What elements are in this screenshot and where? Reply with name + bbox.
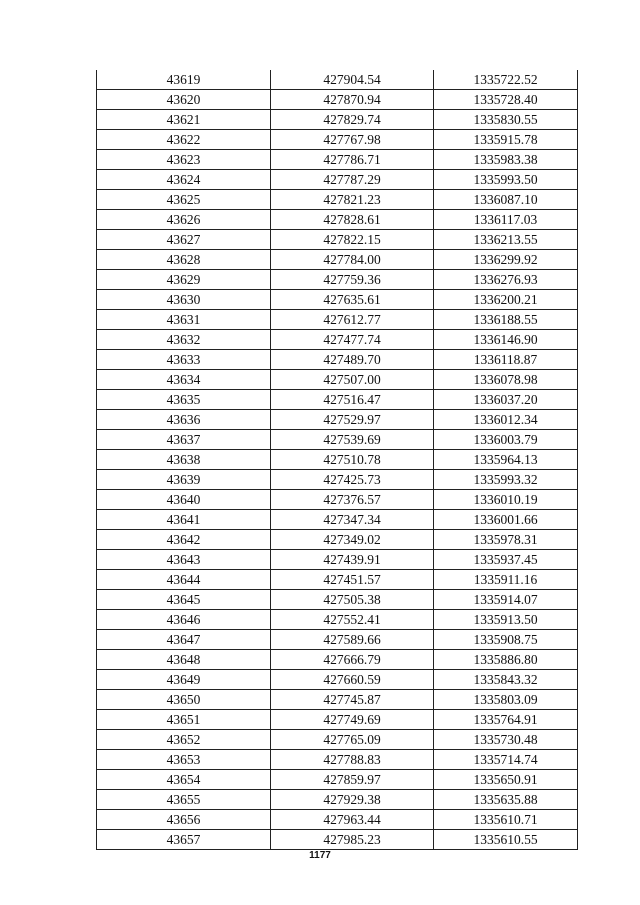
x-coordinate-cell: 427767.98 [271, 130, 434, 150]
point-id-cell: 43620 [97, 90, 271, 110]
x-coordinate-cell: 427749.69 [271, 710, 434, 730]
table-row [97, 790, 578, 810]
point-id-cell: 43653 [97, 750, 271, 770]
x-coordinate-cell: 427829.74 [271, 110, 434, 130]
point-id-cell: 43619 [97, 70, 271, 90]
table-row [97, 390, 578, 410]
x-coordinate-cell: 427539.69 [271, 430, 434, 450]
table-row [97, 410, 578, 430]
x-coordinate-cell: 427451.57 [271, 570, 434, 590]
point-id-cell: 43633 [97, 350, 271, 370]
table-row [97, 670, 578, 690]
x-coordinate-cell: 427425.73 [271, 470, 434, 490]
y-coordinate-cell: 1336200.21 [434, 290, 578, 310]
point-id-cell: 43641 [97, 510, 271, 530]
table-row [97, 90, 578, 110]
point-id-cell: 43624 [97, 170, 271, 190]
x-coordinate-cell: 427552.41 [271, 610, 434, 630]
point-id-cell: 43623 [97, 150, 271, 170]
point-id-cell: 43642 [97, 530, 271, 550]
x-coordinate-cell: 427904.54 [271, 70, 434, 90]
table-row [97, 770, 578, 790]
x-coordinate-cell: 427439.91 [271, 550, 434, 570]
y-coordinate-cell: 1335993.50 [434, 170, 578, 190]
x-coordinate-cell: 427929.38 [271, 790, 434, 810]
x-coordinate-cell: 427660.59 [271, 670, 434, 690]
y-coordinate-cell: 1335915.78 [434, 130, 578, 150]
y-coordinate-cell: 1335886.80 [434, 650, 578, 670]
table-row [97, 810, 578, 830]
y-coordinate-cell: 1335908.75 [434, 630, 578, 650]
point-id-cell: 43636 [97, 410, 271, 430]
y-coordinate-cell: 1336078.98 [434, 370, 578, 390]
y-coordinate-cell: 1336146.90 [434, 330, 578, 350]
y-coordinate-cell: 1335913.50 [434, 610, 578, 630]
point-id-cell: 43639 [97, 470, 271, 490]
table-row [97, 170, 578, 190]
y-coordinate-cell: 1335610.55 [434, 830, 578, 850]
y-coordinate-cell: 1335911.16 [434, 570, 578, 590]
x-coordinate-cell: 427635.61 [271, 290, 434, 310]
table-row [97, 590, 578, 610]
x-coordinate-cell: 427822.15 [271, 230, 434, 250]
y-coordinate-cell: 1336012.34 [434, 410, 578, 430]
x-coordinate-cell: 427510.78 [271, 450, 434, 470]
y-coordinate-cell: 1335830.55 [434, 110, 578, 130]
y-coordinate-cell: 1335610.71 [434, 810, 578, 830]
point-id-cell: 43625 [97, 190, 271, 210]
y-coordinate-cell: 1335650.91 [434, 770, 578, 790]
x-coordinate-cell: 427477.74 [271, 330, 434, 350]
table-row [97, 290, 578, 310]
y-coordinate-cell: 1335635.88 [434, 790, 578, 810]
x-coordinate-cell: 427859.97 [271, 770, 434, 790]
y-coordinate-cell: 1335993.32 [434, 470, 578, 490]
y-coordinate-cell: 1335722.52 [434, 70, 578, 90]
point-id-cell: 43634 [97, 370, 271, 390]
y-coordinate-cell: 1336001.66 [434, 510, 578, 530]
x-coordinate-cell: 427759.36 [271, 270, 434, 290]
x-coordinate-cell: 427589.66 [271, 630, 434, 650]
x-coordinate-cell: 427870.94 [271, 90, 434, 110]
point-id-cell: 43637 [97, 430, 271, 450]
table-row [97, 270, 578, 290]
point-id-cell: 43622 [97, 130, 271, 150]
point-id-cell: 43645 [97, 590, 271, 610]
y-coordinate-cell: 1335983.38 [434, 150, 578, 170]
table-row [97, 330, 578, 350]
x-coordinate-cell: 427529.97 [271, 410, 434, 430]
y-coordinate-cell: 1335803.09 [434, 690, 578, 710]
y-coordinate-cell: 1336299.92 [434, 250, 578, 270]
point-id-cell: 43628 [97, 250, 271, 270]
y-coordinate-cell: 1335964.13 [434, 450, 578, 470]
y-coordinate-cell: 1336087.10 [434, 190, 578, 210]
x-coordinate-cell: 427489.70 [271, 350, 434, 370]
table-row [97, 610, 578, 630]
table-row [97, 150, 578, 170]
x-coordinate-cell: 427612.77 [271, 310, 434, 330]
table-row [97, 250, 578, 270]
table-row [97, 430, 578, 450]
table-row [97, 210, 578, 230]
table-row [97, 530, 578, 550]
table-row [97, 490, 578, 510]
y-coordinate-cell: 1335937.45 [434, 550, 578, 570]
y-coordinate-cell: 1336003.79 [434, 430, 578, 450]
x-coordinate-cell: 427784.00 [271, 250, 434, 270]
point-id-cell: 43650 [97, 690, 271, 710]
point-id-cell: 43648 [97, 650, 271, 670]
table-row [97, 350, 578, 370]
table-row [97, 730, 578, 750]
table-row [97, 370, 578, 390]
point-id-cell: 43656 [97, 810, 271, 830]
y-coordinate-cell: 1335914.07 [434, 590, 578, 610]
y-coordinate-cell: 1335730.48 [434, 730, 578, 750]
page-number: 1177 [309, 850, 331, 861]
table-row [97, 70, 578, 90]
x-coordinate-cell: 427963.44 [271, 810, 434, 830]
x-coordinate-cell: 427985.23 [271, 830, 434, 850]
table-row [97, 710, 578, 730]
point-id-cell: 43630 [97, 290, 271, 310]
y-coordinate-cell: 1336117.03 [434, 210, 578, 230]
y-coordinate-cell: 1336037.20 [434, 390, 578, 410]
coordinate-table [96, 70, 578, 850]
point-id-cell: 43626 [97, 210, 271, 230]
x-coordinate-cell: 427828.61 [271, 210, 434, 230]
point-id-cell: 43646 [97, 610, 271, 630]
table-row [97, 130, 578, 150]
x-coordinate-cell: 427765.09 [271, 730, 434, 750]
table-row [97, 750, 578, 770]
point-id-cell: 43644 [97, 570, 271, 590]
point-id-cell: 43643 [97, 550, 271, 570]
table-row [97, 830, 578, 850]
table-row [97, 470, 578, 490]
point-id-cell: 43631 [97, 310, 271, 330]
point-id-cell: 43629 [97, 270, 271, 290]
point-id-cell: 43632 [97, 330, 271, 350]
x-coordinate-cell: 427516.47 [271, 390, 434, 410]
x-coordinate-cell: 427787.29 [271, 170, 434, 190]
table-row [97, 450, 578, 470]
table-row [97, 230, 578, 250]
x-coordinate-cell: 427347.34 [271, 510, 434, 530]
point-id-cell: 43651 [97, 710, 271, 730]
table-row [97, 190, 578, 210]
table-row [97, 570, 578, 590]
y-coordinate-cell: 1335728.40 [434, 90, 578, 110]
point-id-cell: 43657 [97, 830, 271, 850]
y-coordinate-cell: 1336010.19 [434, 490, 578, 510]
y-coordinate-cell: 1336188.55 [434, 310, 578, 330]
point-id-cell: 43652 [97, 730, 271, 750]
x-coordinate-cell: 427349.02 [271, 530, 434, 550]
x-coordinate-cell: 427666.79 [271, 650, 434, 670]
x-coordinate-cell: 427788.83 [271, 750, 434, 770]
point-id-cell: 43647 [97, 630, 271, 650]
coordinate-table-body [97, 70, 578, 850]
point-id-cell: 43654 [97, 770, 271, 790]
table-row [97, 550, 578, 570]
x-coordinate-cell: 427786.71 [271, 150, 434, 170]
x-coordinate-cell: 427507.00 [271, 370, 434, 390]
table-row [97, 690, 578, 710]
table-row [97, 110, 578, 130]
y-coordinate-cell: 1336276.93 [434, 270, 578, 290]
x-coordinate-cell: 427821.23 [271, 190, 434, 210]
y-coordinate-cell: 1335843.32 [434, 670, 578, 690]
y-coordinate-cell: 1336213.55 [434, 230, 578, 250]
point-id-cell: 43638 [97, 450, 271, 470]
point-id-cell: 43655 [97, 790, 271, 810]
x-coordinate-cell: 427745.87 [271, 690, 434, 710]
point-id-cell: 43621 [97, 110, 271, 130]
table-row [97, 650, 578, 670]
y-coordinate-cell: 1336118.87 [434, 350, 578, 370]
x-coordinate-cell: 427505.38 [271, 590, 434, 610]
table-row [97, 630, 578, 650]
point-id-cell: 43627 [97, 230, 271, 250]
point-id-cell: 43635 [97, 390, 271, 410]
table-row [97, 510, 578, 530]
point-id-cell: 43649 [97, 670, 271, 690]
y-coordinate-cell: 1335978.31 [434, 530, 578, 550]
y-coordinate-cell: 1335764.91 [434, 710, 578, 730]
table-row [97, 310, 578, 330]
y-coordinate-cell: 1335714.74 [434, 750, 578, 770]
point-id-cell: 43640 [97, 490, 271, 510]
x-coordinate-cell: 427376.57 [271, 490, 434, 510]
